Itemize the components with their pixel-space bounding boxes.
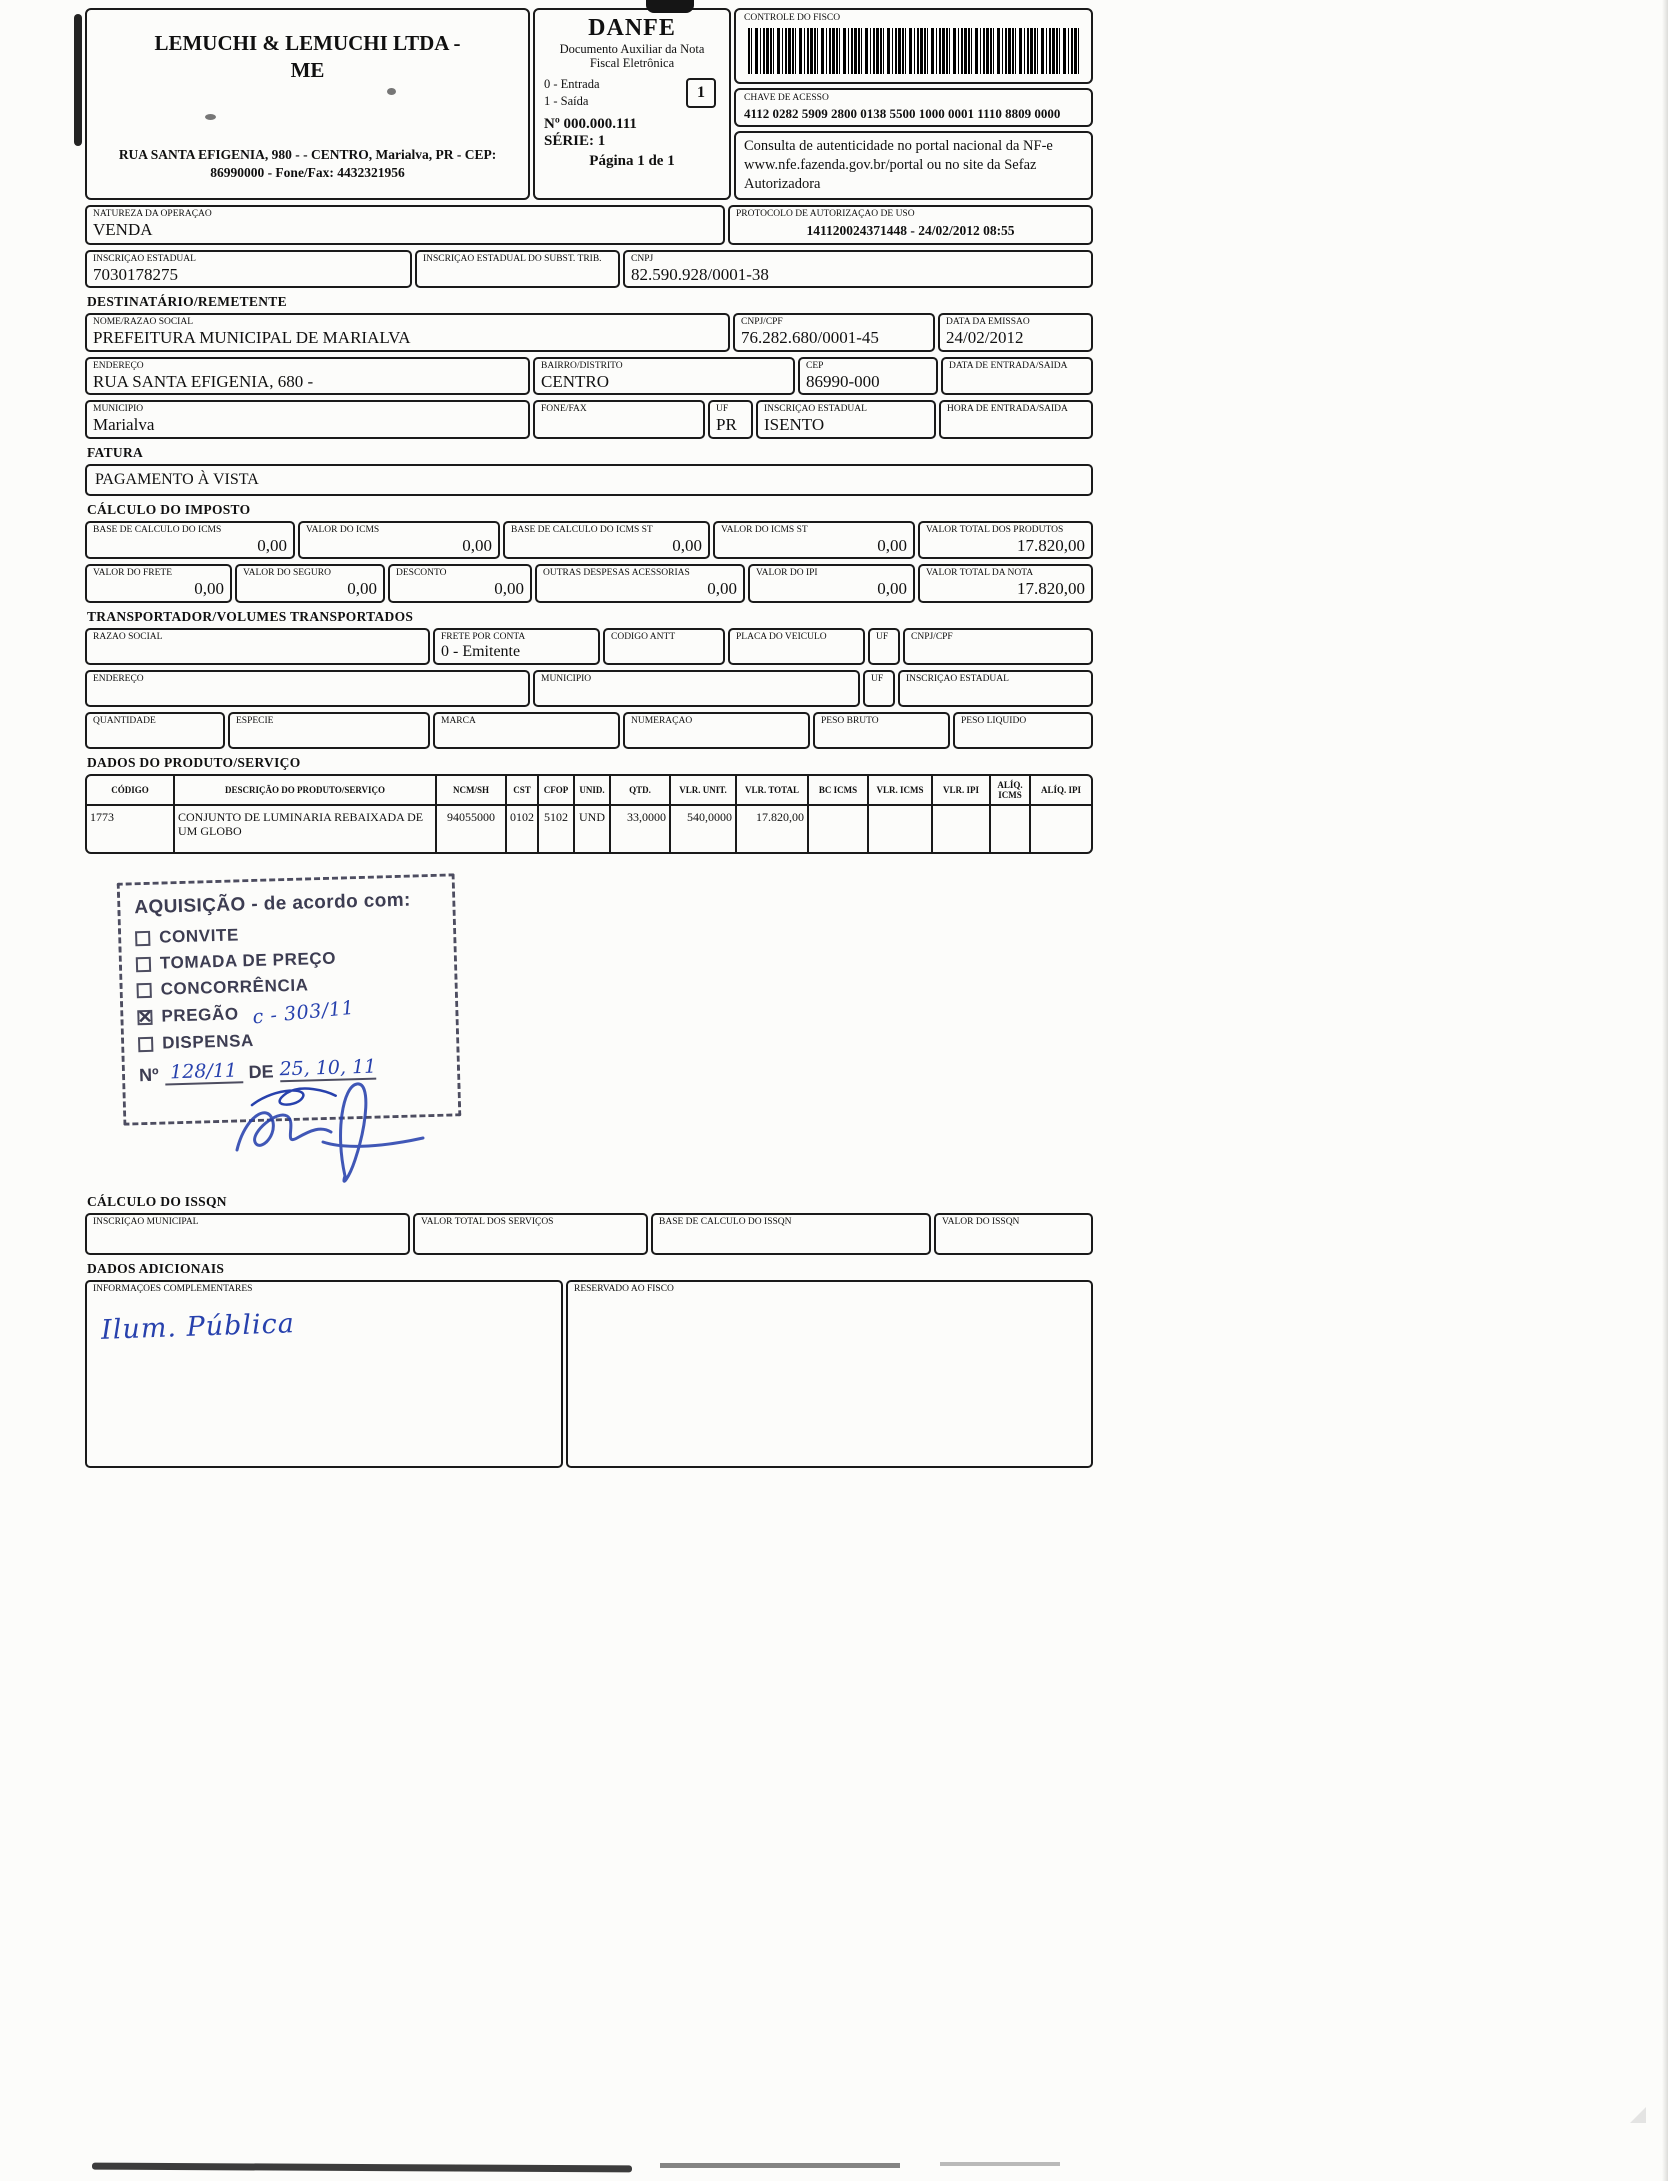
column-header: CFOP bbox=[539, 776, 575, 804]
barcode bbox=[748, 28, 1079, 74]
field-label: NATUREZA DA OPERAÇÃO bbox=[93, 209, 212, 219]
field-fone-fax bbox=[533, 400, 705, 438]
products-table bbox=[85, 774, 1093, 854]
natureza-row bbox=[85, 205, 1093, 245]
field-valor-total-nota bbox=[918, 564, 1093, 602]
field-label: INSCRIÇÃO ESTADUAL DO SUBST. TRIB. bbox=[423, 253, 602, 264]
column-header: ALÍQ. ICMS bbox=[991, 776, 1031, 804]
field-label: VALOR TOTAL DOS SERVIÇOS bbox=[421, 1216, 554, 1227]
column-header: VLR. TOTAL bbox=[737, 776, 809, 804]
field-quantidade bbox=[85, 712, 225, 749]
field-label: MARCA bbox=[441, 715, 476, 726]
cell-cfop: 5102 bbox=[539, 806, 575, 852]
field-outras-despesas bbox=[535, 564, 745, 602]
field-value: 7030178275 bbox=[93, 264, 178, 284]
field-label: BASE DE CÁLCULO DO ISSQN bbox=[659, 1216, 792, 1227]
field-label: VALOR DO ICMS ST bbox=[721, 524, 808, 535]
ink-speck bbox=[205, 114, 216, 120]
field-peso-bruto bbox=[813, 712, 950, 749]
field-value bbox=[421, 1228, 640, 1246]
field-value bbox=[871, 685, 887, 703]
field-label: VALOR DO IPI bbox=[756, 568, 818, 579]
stamp-item-convite bbox=[135, 920, 439, 948]
field-value bbox=[942, 1228, 1085, 1246]
field-label: PROTOCOLO DE AUTORIZAÇÃO DE USO bbox=[736, 209, 915, 219]
field-label: NUMERAÇÃO bbox=[631, 715, 693, 726]
field-value: 17.820,00 bbox=[1017, 579, 1085, 599]
field-value: 82.590.928/0001-38 bbox=[631, 264, 769, 284]
cell-codigo: 1773 bbox=[87, 806, 175, 852]
field-value: 0,00 bbox=[672, 535, 702, 555]
field-label: ENDEREÇO bbox=[93, 674, 144, 685]
scan-artifact bbox=[660, 2163, 900, 2168]
field-placa-veiculo bbox=[728, 628, 865, 665]
destinatario-row-2 bbox=[85, 357, 1093, 395]
field-label: INSCRIÇÃO ESTADUAL bbox=[764, 404, 867, 415]
field-cep bbox=[798, 357, 938, 395]
cell-vlr-total: 17.820,00 bbox=[737, 806, 809, 852]
product-row bbox=[87, 806, 1091, 852]
field-value bbox=[876, 643, 892, 661]
field-label: RAZÃO SOCIAL bbox=[93, 631, 163, 642]
header-section bbox=[85, 8, 1093, 200]
column-header: ALÍQ. IPI bbox=[1040, 784, 1081, 795]
danfe-box bbox=[533, 8, 731, 200]
field-data-emissao bbox=[938, 313, 1093, 351]
scan-artifact bbox=[92, 2163, 632, 2173]
destinatario-row-3 bbox=[85, 400, 1093, 438]
field-label: DESCONTO bbox=[396, 568, 447, 579]
controle-fisco-box bbox=[734, 8, 1093, 84]
field-label: MUNICÍPIO bbox=[541, 674, 592, 685]
field-value: ISENTO bbox=[764, 415, 825, 435]
cell-unid: UND bbox=[575, 806, 611, 852]
field-label: CEP bbox=[806, 360, 824, 371]
section-title-produtos: DADOS DO PRODUTO/SERVIÇO bbox=[87, 754, 301, 770]
cell-qtd: 33,0000 bbox=[611, 806, 671, 852]
field-valor-issqn bbox=[934, 1213, 1093, 1255]
field-value bbox=[961, 727, 1085, 745]
field-inscricao-estadual bbox=[85, 250, 412, 288]
field-value bbox=[93, 727, 217, 745]
field-frete-por-conta bbox=[433, 628, 600, 665]
field-marca bbox=[433, 712, 620, 749]
field-label: VALOR TOTAL DOS PRODUTOS bbox=[926, 524, 1064, 535]
field-value bbox=[631, 727, 802, 745]
section-title-issqn: CÁLCULO DO ISSQN bbox=[87, 1193, 227, 1209]
field-valor-total-produtos bbox=[918, 521, 1093, 559]
stamp-numero-handwritten: 128/11 bbox=[164, 1059, 243, 1085]
field-value bbox=[821, 727, 942, 745]
stamp-item-label: CONCORRÊNCIA bbox=[160, 975, 309, 999]
field-uf-destinatario bbox=[708, 400, 753, 438]
field-label: CHAVE DE ACESSO bbox=[744, 92, 829, 103]
checkbox-tomada bbox=[136, 956, 151, 971]
field-value: 24/02/2012 bbox=[946, 328, 1024, 348]
field-label: PESO BRUTO bbox=[821, 715, 879, 726]
checkbox-dispensa bbox=[138, 1036, 153, 1051]
field-value bbox=[236, 727, 422, 745]
transportador-row-1 bbox=[85, 628, 1093, 665]
issqn-row bbox=[85, 1213, 1093, 1255]
nf-number: Nº 000.000.111 bbox=[544, 115, 637, 132]
field-label: OUTRAS DESPESAS ACESSÓRIAS bbox=[543, 568, 690, 579]
field-label: VALOR DO SEGURO bbox=[243, 568, 331, 579]
field-label: FONE/FAX bbox=[541, 404, 587, 415]
field-nome-razao-social bbox=[85, 313, 730, 351]
field-value: 86990-000 bbox=[806, 371, 880, 391]
field-label: PESO LÍQUIDO bbox=[961, 715, 1027, 726]
field-value: PR bbox=[716, 415, 737, 435]
field-label: VALOR DO ICMS bbox=[306, 524, 380, 535]
field-value bbox=[541, 685, 852, 703]
field-bairro-distrito bbox=[533, 357, 795, 395]
field-label: DATA DE ENTRADA/SAÍDA bbox=[949, 360, 1068, 371]
field-codigo-antt bbox=[603, 628, 725, 665]
field-label: VALOR TOTAL DA NOTA bbox=[926, 568, 1034, 579]
field-value bbox=[93, 685, 522, 703]
field-inscricao-subst-trib bbox=[415, 250, 620, 288]
field-label: INSCRIÇÃO ESTADUAL bbox=[93, 253, 196, 264]
stamp-item-dispensa bbox=[138, 1026, 442, 1054]
scan-artifact bbox=[1662, 0, 1668, 2181]
field-value: 17.820,00 bbox=[1017, 535, 1085, 555]
field-hora-entrada-saida bbox=[939, 400, 1093, 438]
field-value bbox=[949, 372, 1085, 390]
danfe-subtitle: Documento Auxiliar da Nota Fiscal Eletrônica bbox=[559, 42, 705, 71]
chave-acesso-box bbox=[734, 88, 1093, 128]
field-cnpj-cpf-destinatario bbox=[733, 313, 935, 351]
field-label: NOME/RAZÃO SOCIAL bbox=[93, 317, 194, 328]
field-valor-frete bbox=[85, 564, 232, 602]
field-value bbox=[441, 727, 612, 745]
field-value: 0,00 bbox=[257, 535, 287, 555]
stamp-numero-prefix: Nº bbox=[138, 1064, 159, 1086]
field-especie bbox=[228, 712, 430, 749]
field-label: HORA DE ENTRADA/SAÍDA bbox=[947, 404, 1068, 415]
cell-bc-icms bbox=[809, 806, 869, 852]
emitter-box bbox=[85, 8, 530, 200]
transportador-row-2 bbox=[85, 670, 1093, 707]
field-endereco-destinatario bbox=[85, 357, 530, 395]
field-value bbox=[93, 643, 422, 661]
field-valor-seguro bbox=[235, 564, 385, 602]
field-protocolo-autorizacao bbox=[728, 205, 1093, 245]
field-reservado-ao-fisco bbox=[566, 1280, 1093, 1468]
field-label: CNPJ bbox=[631, 253, 654, 264]
stamp-signature-area bbox=[85, 858, 1093, 1188]
imposto-row-2 bbox=[85, 564, 1093, 602]
field-value: 0,00 bbox=[462, 535, 492, 555]
field-label: DATA DA EMISSÃO bbox=[946, 317, 1030, 328]
field-cnpj-emitente bbox=[623, 250, 1093, 288]
stamp-item-label: TOMADA DE PREÇO bbox=[159, 948, 337, 973]
field-data-entrada-saida bbox=[941, 357, 1093, 395]
tipo-documento-box: 1 bbox=[686, 78, 716, 108]
field-informacoes-complementares bbox=[85, 1280, 563, 1468]
field-label: CNPJ/CPF bbox=[911, 631, 953, 642]
stamp-title: AQUISIÇÃO - de acordo com: bbox=[134, 889, 412, 919]
field-base-calculo-issqn bbox=[651, 1213, 931, 1255]
field-value: PREFEITURA MUNICIPAL DE MARIALVA bbox=[93, 328, 411, 348]
dados-adicionais-row bbox=[85, 1280, 1093, 1468]
field-valor-icms-st bbox=[713, 521, 915, 559]
stamp-item-note: c - 303/11 bbox=[251, 996, 356, 1029]
column-header: CÓDIGO bbox=[87, 776, 175, 804]
field-valor-total-servicos bbox=[413, 1213, 648, 1255]
field-base-calculo-icms-st bbox=[503, 521, 710, 559]
field-desconto bbox=[388, 564, 532, 602]
field-cnpj-cpf-transportador bbox=[903, 628, 1093, 665]
field-inscricao-municipal bbox=[85, 1213, 410, 1255]
cell-vlr-unit: 540,0000 bbox=[671, 806, 737, 852]
checkbox-concorrencia bbox=[136, 982, 151, 997]
field-label: RESERVADO AO FISCO bbox=[574, 1283, 674, 1294]
scan-artifact bbox=[646, 0, 694, 13]
field-value bbox=[93, 1228, 402, 1246]
field-valor-icms bbox=[298, 521, 500, 559]
cell-vlr-ipi bbox=[933, 806, 991, 852]
cell-aliq-icms bbox=[991, 806, 1031, 852]
section-title-imposto: CÁLCULO DO IMPOSTO bbox=[87, 501, 251, 517]
field-label: CNPJ/CPF bbox=[741, 317, 783, 328]
fisco-column bbox=[734, 8, 1093, 200]
column-header: VLR. UNIT. bbox=[671, 776, 737, 804]
field-value bbox=[541, 415, 697, 433]
stamp-de-label: DE bbox=[248, 1061, 274, 1083]
field-value bbox=[736, 643, 857, 661]
field-value: VENDA bbox=[93, 219, 153, 239]
cell-descricao: CONJUNTO DE LUMINARIA REBAIXADA DE UM GLOBO bbox=[175, 806, 437, 852]
field-label: FRETE POR CONTA bbox=[441, 631, 526, 642]
field-value: 141120024371448 - 24/02/2012 08:55 bbox=[806, 222, 1015, 238]
field-label: BASE DE CÁLCULO DO ICMS bbox=[93, 524, 222, 535]
section-title-dados-adicionais: DADOS ADICIONAIS bbox=[87, 1260, 225, 1276]
field-municipio-transportador bbox=[533, 670, 860, 707]
stamp-item-pregao bbox=[137, 998, 441, 1028]
field-label: BASE DE CÁLCULO DO ICMS ST bbox=[511, 524, 653, 535]
stamp-item-tomada bbox=[136, 946, 440, 974]
field-value: 0,00 bbox=[494, 579, 524, 599]
section-title-fatura: FATURA bbox=[87, 444, 144, 460]
fatura-box: PAGAMENTO À VISTA bbox=[85, 464, 1093, 496]
field-label: CÓDIGO ANTT bbox=[611, 631, 676, 642]
field-base-calculo-icms bbox=[85, 521, 295, 559]
column-header: DESCRIÇÃO DO PRODUTO/SERVIÇO bbox=[175, 776, 437, 804]
stamp-data-handwritten: 25, 10, 11 bbox=[279, 1055, 377, 1081]
section-title-destinatario: DESTINATÁRIO/REMETENTE bbox=[87, 294, 287, 310]
stamp-item-label: PREGÃO bbox=[161, 1004, 239, 1026]
stamp-item-concorrencia bbox=[136, 972, 440, 1000]
field-natureza-operacao bbox=[85, 205, 725, 245]
field-label: BAIRRO/DISTRITO bbox=[541, 360, 623, 371]
page-corner-fold bbox=[1630, 2107, 1646, 2123]
stamp-item-label: DISPENSA bbox=[161, 1030, 255, 1053]
saida-label: 1 - Saída bbox=[544, 94, 589, 109]
field-inscricao-estadual-destinatario bbox=[756, 400, 936, 438]
field-label: CONTROLE DO FISCO bbox=[744, 13, 841, 23]
column-header: NCM/SH bbox=[437, 776, 507, 804]
scan-artifact bbox=[74, 14, 82, 146]
field-razao-social-transportador bbox=[85, 628, 430, 665]
emitter-name: LEMUCHI & LEMUCHI LTDA - ME bbox=[154, 31, 461, 83]
stamp-item-label: CONVITE bbox=[158, 925, 240, 947]
column-header: UNID. bbox=[575, 776, 611, 804]
inscricao-row bbox=[85, 250, 1093, 288]
field-valor-ipi bbox=[748, 564, 915, 602]
field-value: Marialva bbox=[93, 415, 155, 435]
danfe-title: DANFE bbox=[588, 15, 676, 41]
field-value bbox=[911, 643, 1085, 661]
field-peso-liquido bbox=[953, 712, 1093, 749]
field-value: 0,00 bbox=[877, 535, 907, 555]
entrada-label: 0 - Entrada bbox=[544, 76, 600, 91]
field-endereco-transportador bbox=[85, 670, 530, 707]
field-value: 0,00 bbox=[877, 579, 907, 599]
field-municipio-destinatario bbox=[85, 400, 530, 438]
handwritten-note: Ilum. Pública bbox=[100, 1307, 296, 1346]
entrada-saida bbox=[544, 76, 720, 111]
field-value: 0 - Emitente bbox=[441, 642, 521, 660]
field-uf-transportador-2 bbox=[863, 670, 895, 707]
column-header: VLR. IPI bbox=[933, 776, 991, 804]
section-title-transportador: TRANSPORTADOR/VOLUMES TRANSPORTADOS bbox=[87, 608, 414, 624]
field-label: MUNICÍPIO bbox=[93, 404, 144, 415]
cell-ncm: 94055000 bbox=[437, 806, 507, 852]
transportador-row-3 bbox=[85, 712, 1093, 749]
checkbox-pregao bbox=[137, 1009, 152, 1024]
field-label: VALOR DO FRETE bbox=[93, 568, 172, 579]
column-header: VLR. ICMS bbox=[869, 776, 933, 804]
field-label: VALOR DO ISSQN bbox=[942, 1216, 1020, 1227]
checkbox-convite bbox=[135, 930, 150, 945]
ink-speck bbox=[387, 88, 396, 95]
field-value: 0,00 bbox=[707, 579, 737, 599]
column-header: CST bbox=[507, 776, 539, 804]
field-value bbox=[423, 265, 612, 283]
nf-serie: SÉRIE: 1 bbox=[544, 132, 606, 149]
cell-vlr-icms bbox=[869, 806, 933, 852]
field-value bbox=[947, 415, 1085, 433]
emitter-address: RUA SANTA EFIGENIA, 980 - - CENTRO, Marialva, PR - CEP: 86990000 - Fone/Fax: 4432321956 bbox=[118, 146, 497, 180]
field-label: INSCRIÇÃO ESTADUAL bbox=[906, 674, 1009, 685]
products-header-row bbox=[87, 776, 1091, 806]
scan-artifact bbox=[940, 2162, 1060, 2166]
imposto-row-1 bbox=[85, 521, 1093, 559]
field-inscricao-estadual-transportador bbox=[898, 670, 1093, 707]
field-label: UF bbox=[876, 631, 889, 642]
handwritten-signature bbox=[225, 1070, 440, 1200]
field-value bbox=[659, 1228, 923, 1246]
cell-cst: 0102 bbox=[507, 806, 539, 852]
field-label: UF bbox=[871, 674, 884, 685]
field-numeracao bbox=[623, 712, 810, 749]
column-header: BC ICMS bbox=[809, 776, 869, 804]
field-value bbox=[611, 643, 717, 661]
cell-aliq-ipi bbox=[1031, 806, 1091, 852]
field-label: INSCRIÇÃO MUNICIPAL bbox=[93, 1216, 199, 1227]
field-value: 0,00 bbox=[194, 579, 224, 599]
field-label: QUANTIDADE bbox=[93, 715, 156, 726]
field-label: INFORMAÇÕES COMPLEMENTARES bbox=[93, 1283, 253, 1294]
chave-acesso-value: 4112 0282 5909 2800 0138 5500 1000 0001 1110 8809 0000 bbox=[744, 106, 1061, 122]
field-label: UF bbox=[716, 404, 729, 415]
field-value: 0,00 bbox=[347, 579, 377, 599]
field-label: ENDEREÇO bbox=[93, 360, 144, 371]
danfe-document bbox=[85, 8, 1093, 1473]
destinatario-row-1 bbox=[85, 313, 1093, 351]
consulta-autenticidade-text: Consulta de autenticidade no portal nacional da NF-e www.nfe.fazenda.gov.br/portal ou no site da Sefaz Autorizadora bbox=[734, 131, 1093, 200]
field-label: PLACA DO VEÍCULO bbox=[736, 631, 827, 642]
field-label: ESPÉCIE bbox=[236, 715, 274, 726]
field-value: 76.282.680/0001-45 bbox=[741, 328, 879, 348]
field-uf-transportador-1 bbox=[868, 628, 900, 665]
column-header: QTD. bbox=[611, 776, 671, 804]
field-value: CENTRO bbox=[541, 371, 609, 391]
field-value bbox=[906, 685, 1085, 703]
field-value: RUA SANTA EFIGENIA, 680 - bbox=[93, 371, 314, 391]
nf-page: Página 1 de 1 bbox=[589, 152, 675, 169]
